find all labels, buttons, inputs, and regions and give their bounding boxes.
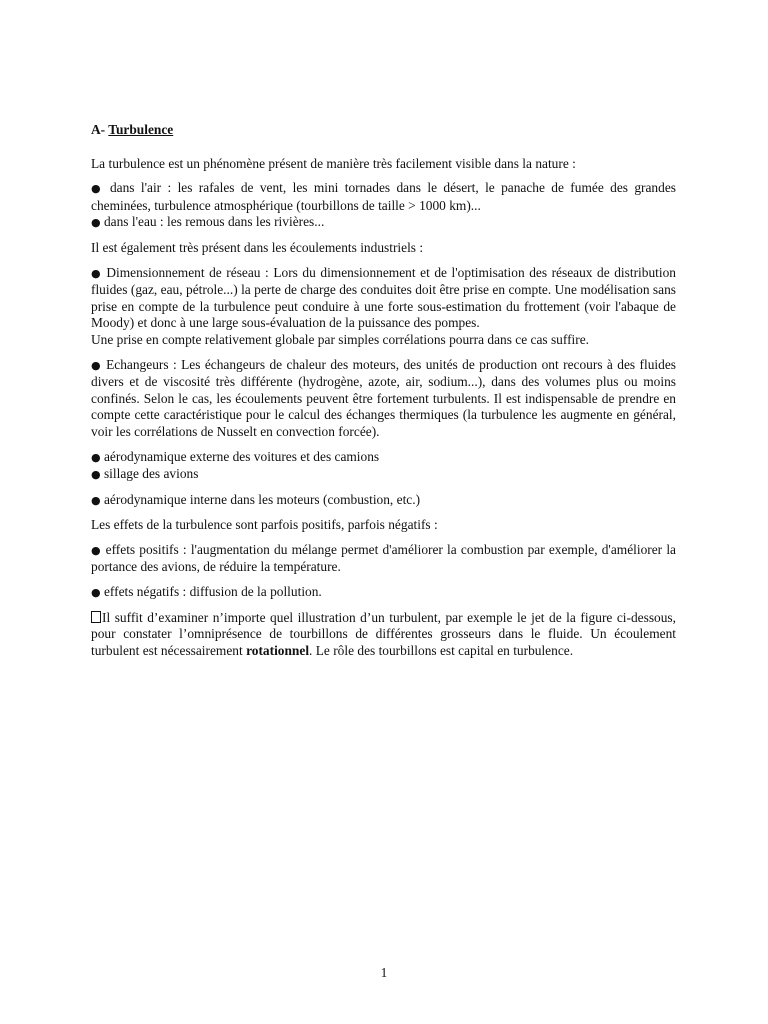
list-item-water bbox=[91, 214, 676, 232]
list-item-text: dans l'air : les rafales de vent, les mini tornades dans le désert, le panache de fumée des grandes cheminées, turbulence atmosphérique (tourbillons de taille > 1000 km)... bbox=[91, 180, 676, 213]
closing-text-start: Il suffit d’examiner n’importe quel illustration d’un turbulent, par exemple le jet de la figure ci-dessous, pour constater l’omniprésence de tourbillons de différentes grosseurs dans le fluide. Un écoulement turbulent est nécessairement bbox=[91, 609, 676, 658]
effects-intro: Les effets de la turbulence sont parfois positifs, parfois négatifs : bbox=[91, 517, 438, 533]
positive-effects-text: effets positifs : l'augmentation du mélange permet d'améliorer la combustion par exemple, d'améliorer la portance des avions, de réduire la température. bbox=[91, 541, 676, 575]
bullet-icon: ● bbox=[91, 450, 101, 464]
intro-paragraph: La turbulence est un phénomène présent de manière très facilement visible dans la nature : bbox=[91, 155, 576, 171]
positive-effects bbox=[91, 542, 676, 576]
list-item-text: dans l'eau : les remous dans les rivières... bbox=[103, 214, 325, 230]
network-paragraph bbox=[91, 265, 676, 332]
negative-effects-text: effets négatifs : diffusion de la pollution. bbox=[103, 584, 322, 600]
bullet-icon: ● bbox=[91, 266, 102, 280]
missing-glyph-icon bbox=[91, 611, 101, 623]
network-followup: Une prise en compte relativement globale par simples corrélations pourra dans ce cas suffire. bbox=[91, 331, 589, 347]
bullet-icon: ● bbox=[91, 493, 101, 507]
negative-effects bbox=[91, 584, 676, 602]
bullet-icon: ● bbox=[91, 543, 102, 557]
list-item-wake bbox=[91, 466, 676, 484]
bullet-icon: ● bbox=[91, 586, 101, 600]
network-text: Dimensionnement de réseau : Lors du dimensionnement et de l'optimisation des réseaux de distribution fluides (gaz, eau, pétrole...) la perte de charge des conduites doit être prise en compte. Une modélisation sans prise en compte de la turbulence peut conduire à une forte sous-estimation du frottement (voir l'abaque de Moody) et donc à une large sous-évaluation de la puissance des pompes. bbox=[91, 264, 676, 331]
list-item-text: sillage des avions bbox=[103, 466, 199, 482]
closing-bold-term: rotationnel bbox=[246, 642, 310, 658]
list-item-external-aero bbox=[91, 449, 676, 467]
exchangers-paragraph bbox=[91, 357, 676, 441]
bullet-icon: ● bbox=[91, 182, 104, 196]
bullet-icon: ● bbox=[91, 468, 101, 482]
page-number: 1 bbox=[380, 965, 388, 980]
list-item-air bbox=[91, 180, 676, 214]
list-item-text: aérodynamique externe des voitures et des camions bbox=[103, 448, 380, 464]
exchangers-text: Echangeurs : Les échangeurs de chaleur des moteurs, des unités de production ont recours à des fluides divers et de viscosité très différente (hydrogène, azote, air, sodium...), dans des volumes plus ou moins confinés. Selon le cas, les écoulements peuvent être fortement turbulents. Il est indispensable de prendre en compte cette caractéristique pour le calcul des échanges thermiques (la turbulence les augmente en général, voir les corrélations de Nusselt en convection forcée). bbox=[91, 356, 676, 439]
bullet-icon: ● bbox=[91, 358, 102, 372]
industrial-intro: Il est également très présent dans les écoulements industriels : bbox=[91, 239, 424, 255]
heading-title: Turbulence bbox=[108, 122, 174, 137]
closing-text-end: . Le rôle des tourbillons est capital en turbulence. bbox=[309, 642, 574, 658]
closing-paragraph bbox=[91, 610, 676, 660]
heading-prefix: A- bbox=[91, 122, 109, 137]
list-item-internal-aero bbox=[91, 492, 676, 510]
document-body bbox=[91, 122, 676, 667]
bullet-icon: ● bbox=[91, 216, 101, 230]
list-item-text: aérodynamique interne dans les moteurs (combustion, etc.) bbox=[103, 491, 421, 507]
section-heading bbox=[91, 122, 676, 139]
